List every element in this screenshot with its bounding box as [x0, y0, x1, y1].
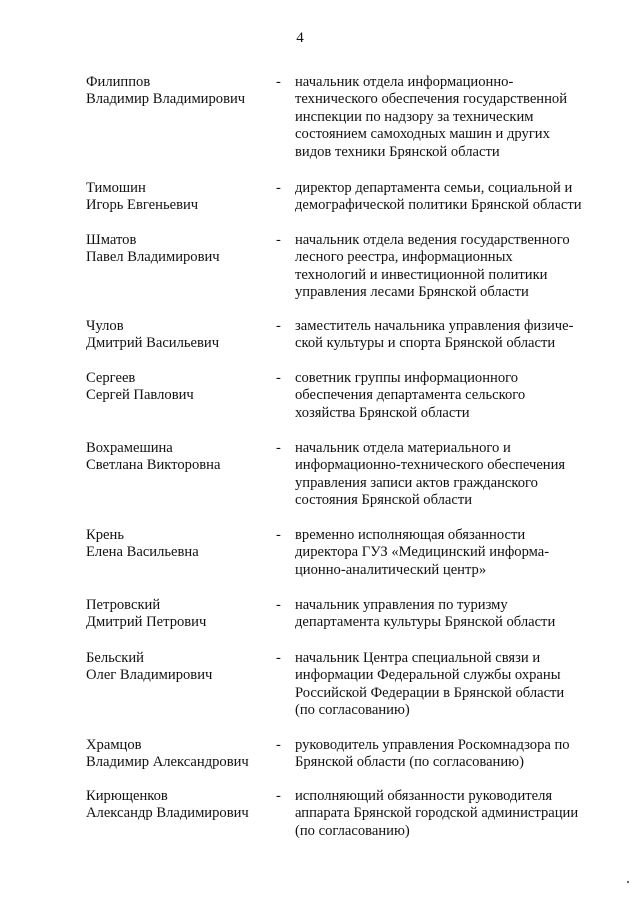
member-position: [295, 788, 595, 840]
position-line: информации Федеральной службы охраны: [295, 667, 561, 684]
dash-separator: -: [276, 440, 281, 456]
member-surname: Крень: [86, 527, 124, 543]
dash-separator: -: [276, 737, 281, 753]
dash-separator: -: [276, 74, 281, 90]
member-surname: Тимошин: [86, 180, 146, 196]
position-line: (по согласованию): [295, 702, 410, 719]
member-position: [295, 650, 595, 720]
member-position: [295, 370, 595, 422]
position-line: обеспечения департамента сельского: [295, 387, 526, 404]
member-name: [86, 232, 266, 267]
dash-separator: -: [276, 527, 281, 543]
member-name: [86, 737, 266, 772]
position-line: технологий и инвестиционной политики: [295, 266, 548, 283]
member-given-names: Дмитрий Васильевич: [86, 335, 220, 352]
position-line: ционно-аналитический центр»: [295, 561, 487, 578]
member-surname: Кирющенков: [86, 788, 168, 804]
member-name: [86, 74, 266, 109]
position-line: департамента культуры Брянской области: [295, 614, 556, 631]
dash-separator: -: [276, 232, 281, 248]
position-line: начальник отдела ведения государственного: [295, 232, 570, 248]
member-surname: Вохрамешина: [86, 440, 173, 456]
position-line: состояния Брянской области: [295, 492, 473, 509]
member-position: [295, 74, 595, 161]
position-line: ской культуры и спорта Брянской области: [295, 335, 556, 352]
position-line: лесного реестра, информационных: [295, 249, 513, 266]
position-line: демографической политики Брянской области: [295, 197, 582, 214]
position-line: информационно-технического обеспечения: [295, 457, 566, 474]
member-given-names: Павел Владимирович: [86, 249, 220, 266]
member-given-names: Владимир Александрович: [86, 754, 249, 771]
position-line: директора ГУЗ «Медицинский информа-: [295, 544, 550, 561]
position-line: директор департамента семьи, социальной и: [295, 180, 573, 196]
dash-separator: -: [276, 370, 281, 386]
position-line: советник группы информационного: [295, 370, 519, 386]
member-surname: Шматов: [86, 232, 137, 248]
dash-separator: -: [276, 788, 281, 804]
member-surname: Петровский: [86, 597, 161, 613]
position-line: руководитель управления Роскомнадзора по: [295, 737, 570, 753]
member-given-names: Игорь Евгеньевич: [86, 197, 199, 214]
member-position: [295, 318, 595, 353]
member-surname: Храмцов: [86, 737, 142, 753]
member-position: [295, 180, 595, 215]
member-position: [295, 737, 595, 772]
position-line: начальник отдела информационно-: [295, 74, 514, 90]
member-given-names: Светлана Викторовна: [86, 457, 221, 474]
member-name: [86, 788, 266, 823]
member-given-names: Владимир Владимирович: [86, 91, 246, 108]
member-name: [86, 527, 266, 562]
position-line: видов техники Брянской области: [295, 143, 500, 160]
dash-separator: -: [276, 597, 281, 613]
dash-separator: -: [276, 650, 281, 666]
member-name: [86, 370, 266, 405]
member-position: [295, 232, 595, 302]
dash-separator: -: [276, 318, 281, 334]
member-position: [295, 597, 595, 632]
position-line: исполняющий обязанности руководителя: [295, 788, 553, 804]
position-line: аппарата Брянской городской администрации: [295, 805, 579, 822]
member-given-names: Олег Владимирович: [86, 667, 213, 684]
position-line: технического обеспечения государственной: [295, 91, 568, 108]
member-name: [86, 440, 266, 475]
position-line: инспекции по надзору за техническим: [295, 108, 534, 125]
member-position: [295, 440, 595, 510]
position-line: начальник Центра специальной связи и: [295, 650, 541, 666]
member-name: [86, 597, 266, 632]
position-line: начальник отдела материального и: [295, 440, 511, 456]
position-line: состоянием самоходных машин и других: [295, 126, 550, 143]
member-surname: Чулов: [86, 318, 124, 334]
member-position: [295, 527, 595, 579]
member-given-names: Дмитрий Петрович: [86, 614, 207, 631]
member-surname: Сергеев: [86, 370, 136, 386]
position-line: хозяйства Брянской области: [295, 404, 470, 421]
position-line: Российской Федерации в Брянской области: [295, 684, 565, 701]
dash-separator: -: [276, 180, 281, 196]
member-surname: Бельский: [86, 650, 144, 666]
position-line: Брянской области (по согласованию): [295, 754, 524, 771]
member-name: [86, 650, 266, 685]
position-line: начальник управления по туризму: [295, 597, 508, 613]
position-line: (по согласованию): [295, 822, 410, 839]
position-line: управления записи актов гражданского: [295, 474, 538, 491]
scan-speck: [627, 881, 629, 883]
member-given-names: Сергей Павлович: [86, 387, 194, 404]
member-name: [86, 180, 266, 215]
position-line: временно исполняющая обязанности: [295, 527, 526, 543]
member-surname: Филиппов: [86, 74, 151, 90]
member-given-names: Елена Васильевна: [86, 544, 199, 561]
page-number: 4: [296, 30, 304, 46]
position-line: заместитель начальника управления физиче-: [295, 318, 574, 334]
position-line: управления лесами Брянской области: [295, 284, 529, 301]
member-given-names: Александр Владимирович: [86, 805, 249, 822]
member-name: [86, 318, 266, 353]
